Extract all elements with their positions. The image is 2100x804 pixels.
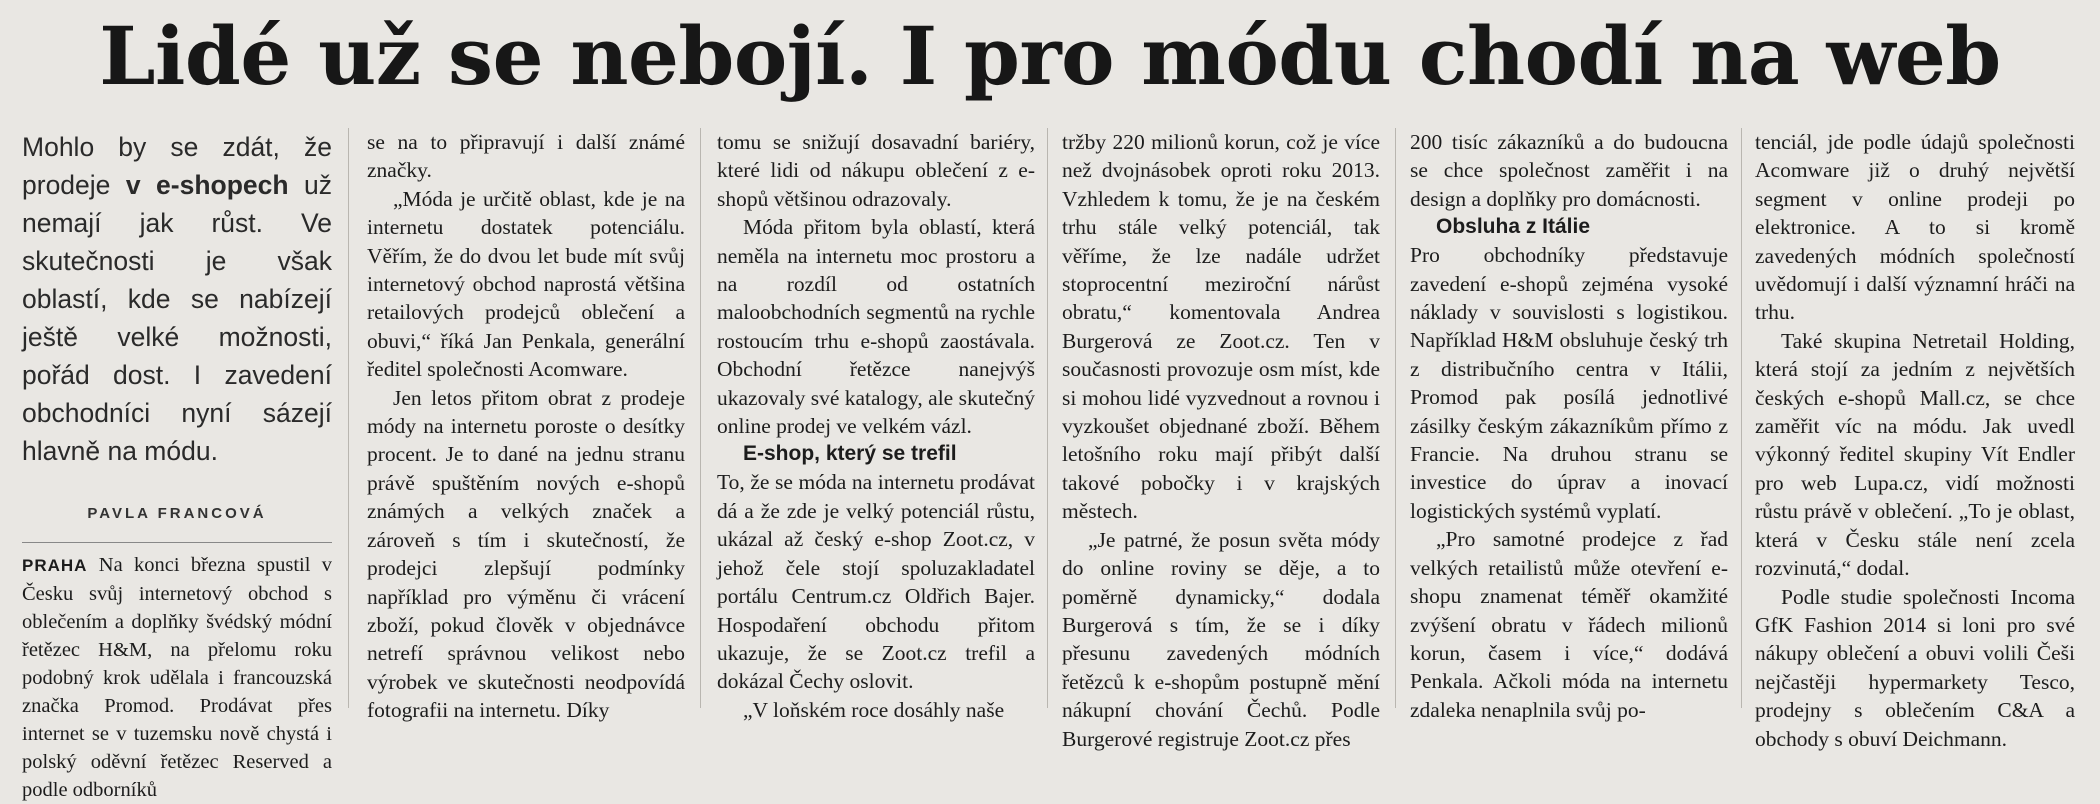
paragraph: Podle studie společnosti Incoma GfK Fashion 2014 si loni pro své nákupy oblečení a obuvi volili Češi nejčastěji hypermarkety Tesco, prodejny s oblečením C&A a obchody s obuví Deichmann. — [1755, 584, 2075, 751]
article-column-4 — [1062, 128, 1380, 751]
lead-text: Mohlo by se zdát, že prodeje — [22, 132, 332, 200]
paragraph: Pro obchodníky představuje zavedení e-shopů zejména vysoké náklady v souvislosti s logistikou. Například H&M obsluhuje český trh z distribučního centra v Itálii, Promod pak posílá jednotlivé zásilky českým zákazníkům přímo z Francie. Na druhou stranu se investice do úprav a inovací logistických systémů vyplatí. — [1410, 243, 1728, 523]
paragraph: 200 tisíc zákazníků a do budoucna se chce společnost zaměřit i na design a doplňky pro domácnosti. — [1410, 130, 1728, 211]
byline: PAVLA FRANCOVÁ — [87, 505, 267, 522]
column-divider — [1047, 128, 1048, 708]
paragraph: „Je patrné, že posun světa módy do online roviny se děje, a to poměrně dynamicky,“ dodala Burgerová s tím, že se i díky přesunu zavedených módních řetězců k e-shopům postupně mění nákupní chování Čechů. Podle Burgerové registruje Zoot.cz přes — [1062, 527, 1380, 751]
section-subheading: E-shop, který se trefil — [743, 442, 957, 466]
paragraph-text: Na konci března spustil v Česku svůj internetový obchod s oblečením a doplňky švédský módní řetězec H&M, na přelomu roku podobný krok udělala i francouzská značka Promod. Prodávat přes internet se v tuzemsku nově chystá i polský oděvní řetězec Reserved a podle odborníků — [22, 554, 332, 801]
column-divider — [1395, 128, 1396, 708]
paragraph — [22, 551, 332, 804]
section-subheading: Obsluha z Itálie — [1436, 215, 1591, 239]
column-divider — [700, 128, 701, 708]
column-divider — [1741, 128, 1742, 708]
paragraph: „Móda je určitě oblast, kde je na internetu dostatek potenciálu. Věřím, že do dvou let bude mít svůj internetový obchod naprostá většina retailových prodejců oblečení a obuvi,“ říká Jan Penkala, generální ředitel společnosti Acomware. — [367, 186, 685, 382]
paragraph: Jen letos přitom obrat z prodeje módy na internetu poroste o desítky procent. Je to dané na jednu stranu právě spuštěním nových e-shopů známých a velkých značek a zároveň s tím i skutečností, že prodejci zlepšují podmínky například pro výměnu či vrácení zboží, pokud člověk v objednávce netrefí správnou velikost nebo výrobek ve skutečnosti neodpovídá fotografii na internetu. Díky — [367, 385, 685, 723]
paragraph: „Pro samotné prodejce z řad velkých retailistů může otevření e-shopu znamenat téměř okamžité zvýšení obratu v řádech milionů korun, časem i více,“ dodává Penkala. Ačkoli móda na internetu zdaleka nenaplnila svůj po- — [1410, 527, 1728, 722]
paragraph: tržby 220 milionů korun, což je více než dvojnásobek oproti roku 2013. Vzhledem k tomu, že je na českém trhu stále velký potenciál, tak věříme, že lze nadále udržet stoprocentní meziroční nárůst obratu,“ komentovala Andrea Burgerová ze Zoot.cz. Ten v současnosti provozuje osm míst, kde si mohou lidé vyzvednout a rovnou i vyzkoušet objednané zboží. Během letošního roku mají přibýt další takové pobočky i v krajských městech. — [1062, 130, 1380, 524]
paragraph: To, že se móda na internetu prodávat dá a že zde je velký potenciál růstu, ukázal až český e-shop Zoot.cz, v jehož čele stojí spoluzakladatel portálu Centrum.cz Oldřich Bajer. Hospodaření obchodu přitom ukazuje, že se Zoot.cz trefil a dokázal Čechy oslovit. — [717, 470, 1035, 694]
paragraph: tenciál, jde podle údajů společnosti Acomware již o druhý největší segment v online prodeji po elektronice. A to si kromě zavedených módních společností uvědomují i další významní hráči na trhu. — [1755, 130, 2075, 325]
paragraph: tomu se snižují dosavadní bariéry, které lidi od nákupu oblečení z e-shopů většinou odrazovaly. — [717, 130, 1035, 211]
article-lead — [22, 128, 332, 470]
lead-text-continued: už nemají jak růst. Ve skutečnosti je však oblastí, kde se nabízejí ještě velké možnosti, pořád dost. I zavedení obchodníci nyní sázejí hlavně na módu. — [22, 170, 332, 466]
dateline: PRAHA — [22, 556, 88, 575]
lead-bold-text: v e-shopech — [125, 170, 289, 200]
paragraph: „V loňském roce dosáhly naše — [743, 697, 1005, 722]
article-column-2 — [367, 128, 685, 723]
article-headline: Lidé už se nebojí. I pro módu chodí na web — [99, 9, 2001, 103]
paragraph: se na to připravují i další známé značky. — [367, 130, 685, 183]
paragraph: Také skupina Netretail Holding, která stojí za jedním z největších českých e-shopů Mall.cz, se chce zaměřit víc na módu. Jak uvedl výkonný ředitel skupiny Vít Endler pro web Lupa.cz, vidí možnosti růstu právě v oblečení. „To je oblast, která v Česku stále není zcela rozvinutá,“ dodal. — [1755, 328, 2075, 581]
column-divider — [348, 128, 349, 708]
article-column-3 — [717, 128, 1036, 722]
article-column-6 — [1755, 128, 2075, 751]
article-column-1 — [22, 128, 332, 801]
article-column-5 — [1410, 128, 1728, 722]
byline-rule — [22, 542, 332, 543]
paragraph: Móda přitom byla oblastí, která neměla na internetu moc prostoru a na rozdíl od ostatních maloobchodních segmentů na rychle rostoucím trhu e-shopů zaostávala. Obchodní řetězce nanejvýš ukazovaly své katalogy, ale skutečný online prodej ve velkém vázl. — [717, 215, 1036, 439]
